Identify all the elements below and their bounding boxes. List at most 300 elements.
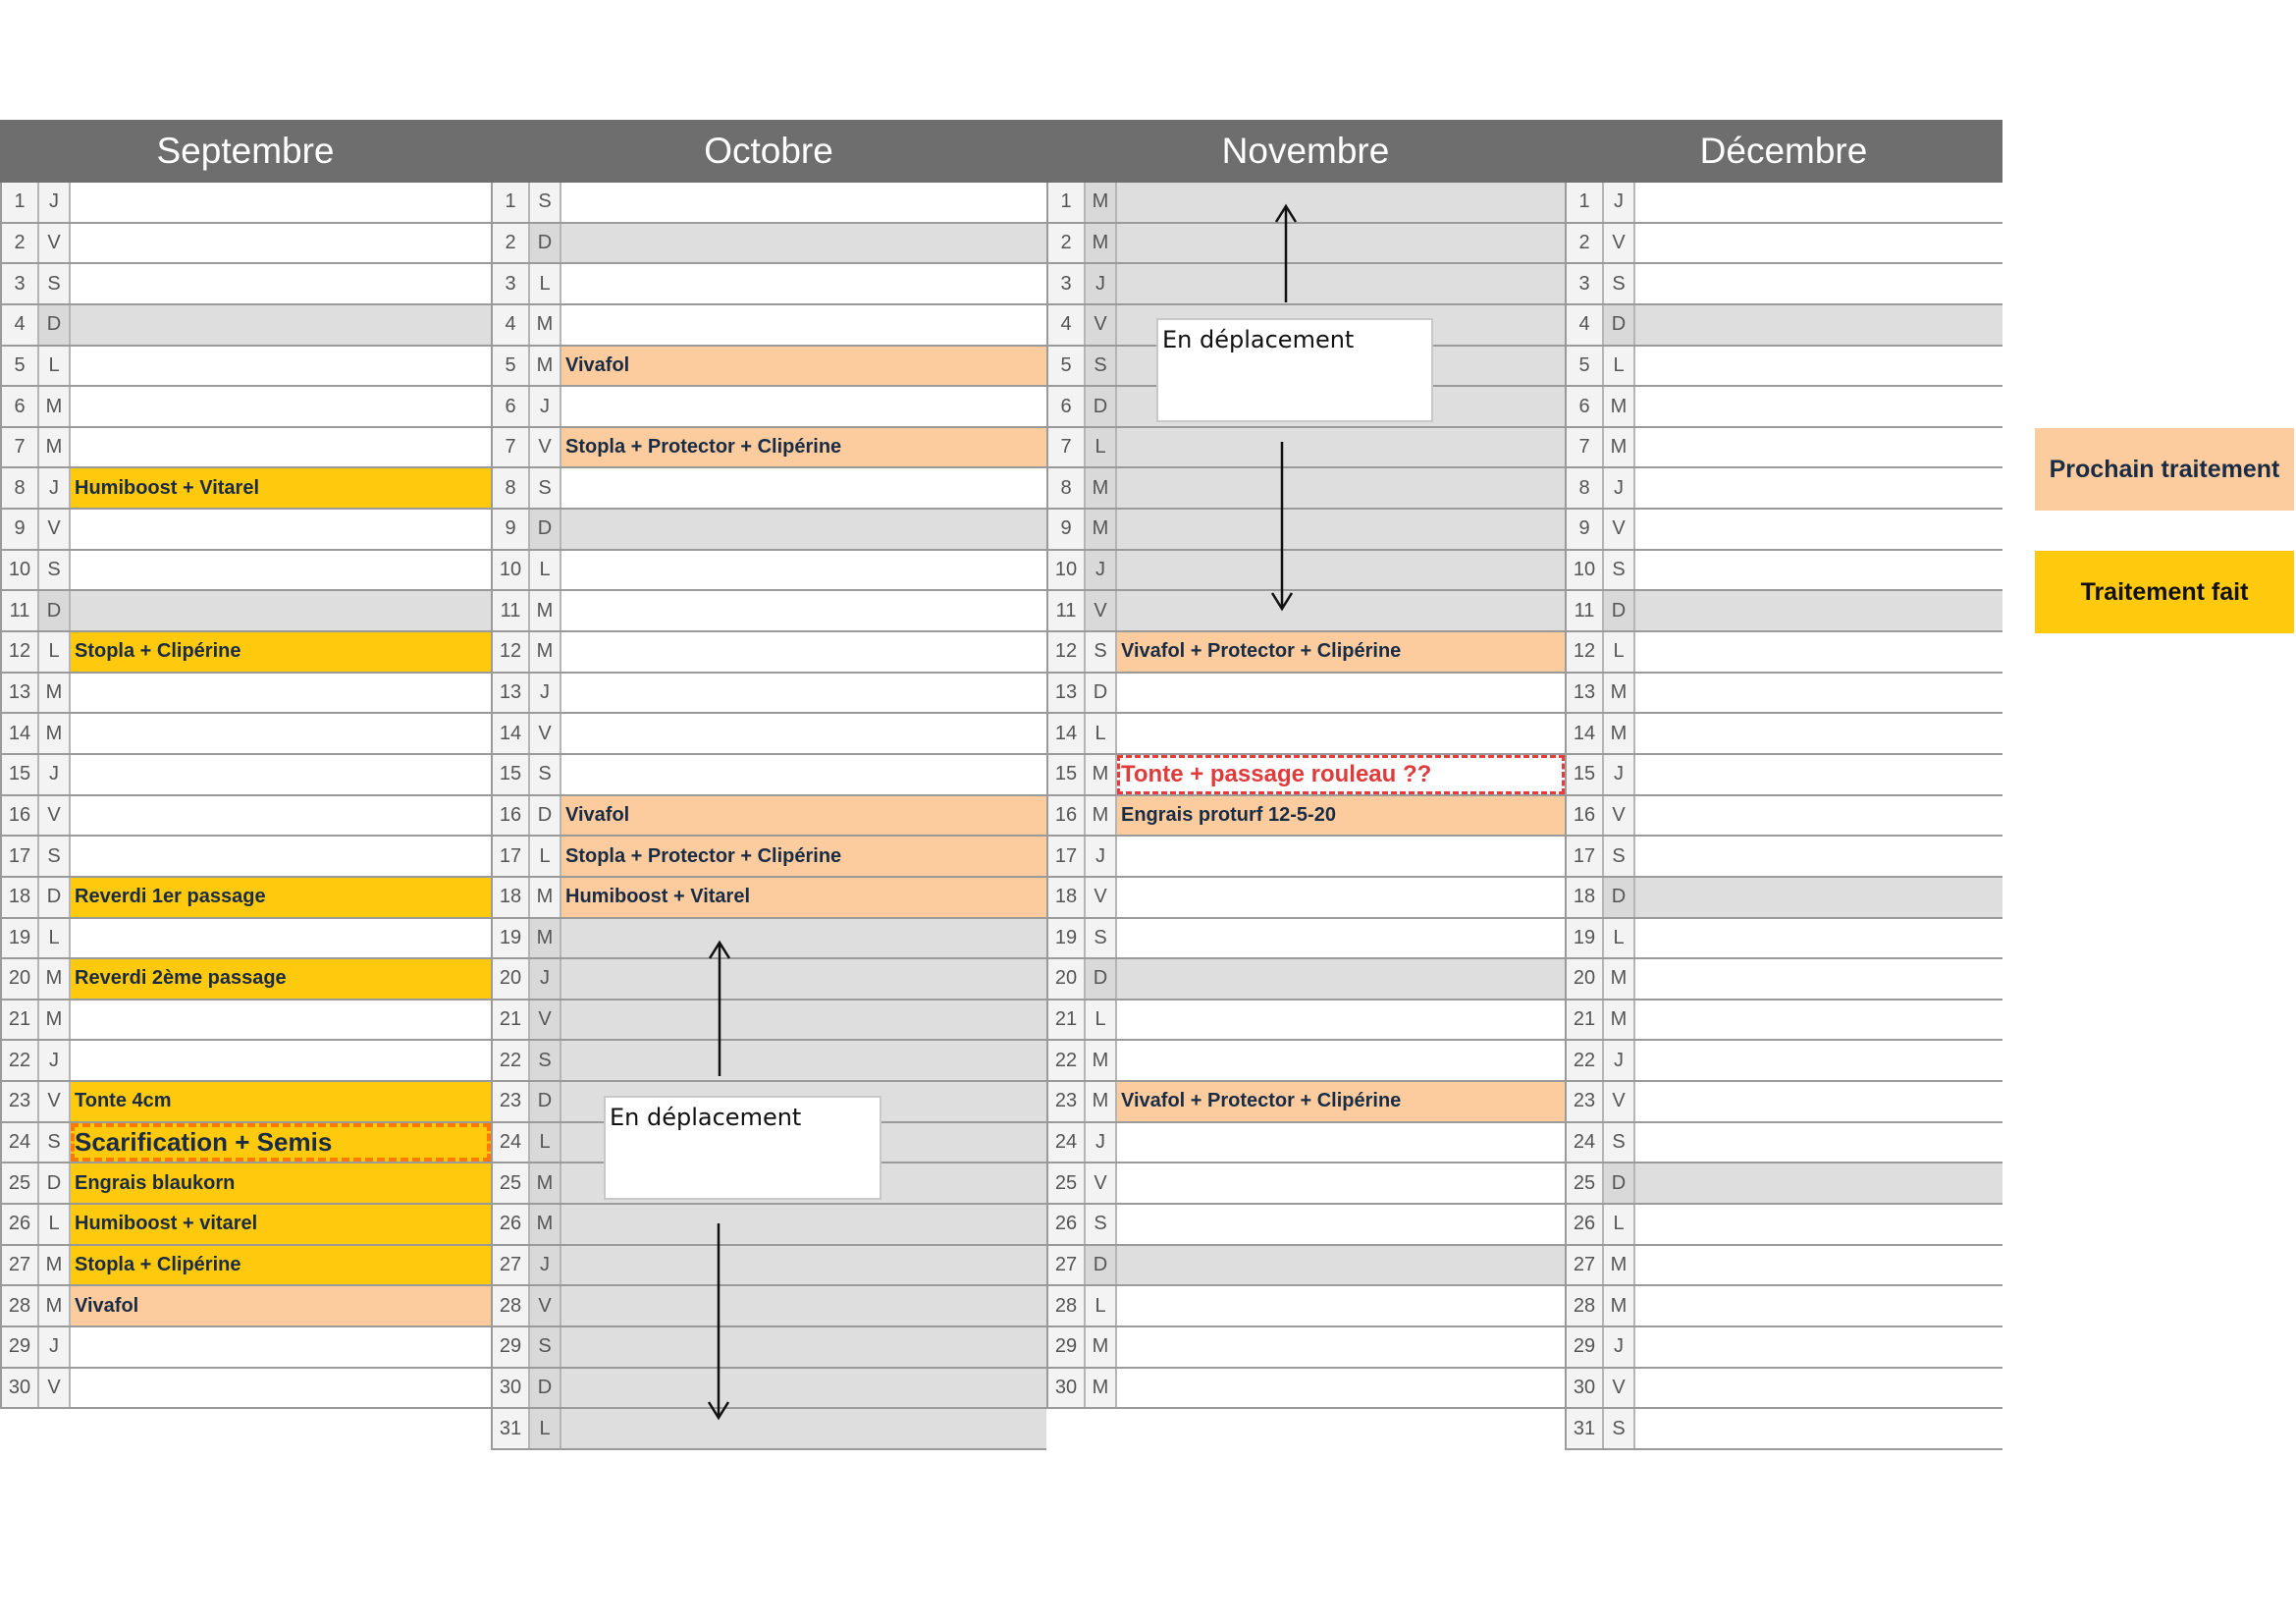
day-row[interactable]	[491, 919, 1046, 960]
day-number: 8	[1048, 468, 1086, 508]
day-event-cell[interactable]	[1117, 183, 1565, 222]
day-number: 24	[2, 1123, 39, 1163]
day-event-cell[interactable]	[1635, 919, 2002, 958]
day-event-cell[interactable]	[1117, 1286, 1565, 1325]
day-event-cell[interactable]	[561, 959, 1046, 999]
day-event-cell[interactable]	[1117, 1246, 1565, 1285]
day-row[interactable]	[491, 183, 1046, 224]
day-row[interactable]	[1046, 796, 1565, 838]
day-row[interactable]	[1565, 919, 2002, 960]
day-row[interactable]	[491, 1369, 1046, 1410]
day-row[interactable]	[0, 714, 491, 755]
day-row[interactable]	[0, 387, 491, 428]
day-letter: V	[39, 1082, 71, 1121]
day-letter: V	[1086, 878, 1117, 917]
day-row[interactable]	[0, 591, 491, 632]
day-event-cell[interactable]	[71, 591, 491, 630]
day-row[interactable]	[491, 796, 1046, 838]
day-number: 21	[493, 1001, 530, 1040]
day-letter: M	[1086, 755, 1117, 794]
day-event-cell[interactable]: Stopla + Protector + Clipérine	[561, 428, 1046, 467]
day-event-cell[interactable]	[1635, 878, 2002, 917]
day-event-cell[interactable]	[561, 264, 1046, 303]
day-event-cell[interactable]	[71, 428, 491, 467]
day-row[interactable]	[1046, 632, 1565, 674]
day-row[interactable]	[1046, 674, 1565, 715]
day-row[interactable]	[1565, 347, 2002, 388]
day-event-cell[interactable]	[1117, 674, 1565, 713]
day-number: 15	[493, 755, 530, 794]
day-letter: S	[530, 755, 561, 794]
day-row[interactable]	[0, 1001, 491, 1042]
day-row[interactable]	[491, 1205, 1046, 1246]
day-event-cell[interactable]	[71, 1041, 491, 1080]
day-row[interactable]	[0, 428, 491, 469]
day-event-cell[interactable]	[71, 755, 491, 794]
day-event-cell[interactable]: Vivafol + Protector + Clipérine	[1117, 632, 1565, 672]
day-event-cell[interactable]	[561, 224, 1046, 263]
day-number: 29	[493, 1327, 530, 1367]
day-number: 22	[493, 1041, 530, 1080]
day-event-cell[interactable]	[71, 919, 491, 958]
day-row[interactable]	[1046, 510, 1565, 551]
day-event-cell[interactable]	[71, 224, 491, 263]
day-row[interactable]	[1046, 1163, 1565, 1205]
month-header: Décembre	[1565, 120, 2002, 183]
month-column	[0, 120, 491, 1409]
absence-note-novembre	[1156, 318, 1433, 422]
day-number: 27	[1048, 1246, 1086, 1285]
day-event-cell[interactable]: Humiboost + Vitarel	[561, 878, 1046, 917]
day-number: 3	[1567, 264, 1604, 303]
day-row[interactable]	[1046, 1369, 1565, 1410]
day-event-cell[interactable]	[561, 919, 1046, 958]
day-event-cell[interactable]	[1635, 755, 2002, 794]
day-event-cell[interactable]	[561, 591, 1046, 630]
day-event-cell[interactable]	[1635, 468, 2002, 508]
day-event-cell[interactable]	[561, 1369, 1046, 1408]
day-row[interactable]	[1565, 305, 2002, 347]
day-row[interactable]	[0, 959, 491, 1001]
day-letter: J	[1086, 264, 1117, 303]
day-event-cell[interactable]: Tonte 4cm	[71, 1082, 491, 1121]
day-letter: J	[1086, 1123, 1117, 1163]
day-row[interactable]	[1565, 428, 2002, 469]
day-number: 21	[1048, 1001, 1086, 1040]
day-row[interactable]	[1046, 837, 1565, 878]
day-row[interactable]	[491, 674, 1046, 715]
day-number: 21	[1567, 1001, 1604, 1040]
day-event-cell[interactable]	[1635, 510, 2002, 549]
day-event-cell[interactable]	[71, 183, 491, 222]
day-row[interactable]	[1565, 1327, 2002, 1369]
day-event-cell[interactable]	[1117, 878, 1565, 917]
day-event-cell[interactable]	[1635, 1082, 2002, 1121]
day-event-cell[interactable]	[71, 1001, 491, 1040]
day-event-cell[interactable]	[1635, 674, 2002, 713]
day-event-cell[interactable]	[71, 305, 491, 345]
day-event-cell[interactable]	[1117, 714, 1565, 753]
day-event-cell[interactable]	[1635, 1205, 2002, 1244]
day-row[interactable]	[0, 347, 491, 388]
month-column	[1565, 120, 2002, 1450]
day-row[interactable]	[491, 468, 1046, 510]
day-row[interactable]	[0, 1163, 491, 1205]
day-row[interactable]	[491, 510, 1046, 551]
day-event-cell[interactable]	[71, 837, 491, 876]
day-event-cell[interactable]: Vivafol	[561, 796, 1046, 836]
day-number: 13	[2, 674, 39, 713]
day-row[interactable]	[491, 347, 1046, 388]
day-letter: D	[1604, 878, 1635, 917]
day-event-cell[interactable]	[561, 551, 1046, 590]
day-row[interactable]	[1565, 674, 2002, 715]
day-letter: M	[530, 1163, 561, 1203]
day-row[interactable]	[1565, 468, 2002, 510]
day-number: 12	[1567, 632, 1604, 672]
month-header: Novembre	[1046, 120, 1565, 183]
day-event-cell[interactable]: Tonte + passage rouleau ??	[1117, 755, 1565, 794]
day-event-cell[interactable]: Scarification + Semis	[71, 1123, 491, 1163]
day-event-cell[interactable]	[1635, 1409, 2002, 1448]
day-number: 17	[1048, 837, 1086, 876]
day-event-cell[interactable]	[1117, 428, 1565, 467]
day-event-cell[interactable]: Engrais blaukorn	[71, 1163, 491, 1203]
day-event-cell[interactable]: Vivafol + Protector + Clipérine	[1117, 1082, 1565, 1121]
day-event-cell[interactable]	[561, 1286, 1046, 1325]
day-row[interactable]	[491, 1001, 1046, 1042]
day-row[interactable]	[491, 1327, 1046, 1369]
day-event-cell[interactable]	[561, 468, 1046, 508]
day-row[interactable]	[491, 632, 1046, 674]
day-row[interactable]	[1565, 1041, 2002, 1082]
day-event-cell[interactable]	[1635, 796, 2002, 836]
day-number: 26	[493, 1205, 530, 1244]
day-row[interactable]	[0, 1123, 491, 1164]
day-event-cell[interactable]	[1117, 224, 1565, 263]
day-event-cell[interactable]	[1635, 224, 2002, 263]
day-event-cell[interactable]	[1117, 551, 1565, 590]
day-event-cell[interactable]: Stopla + Protector + Clipérine	[561, 837, 1046, 876]
day-letter: L	[39, 347, 71, 386]
day-event-cell[interactable]	[71, 551, 491, 590]
day-row[interactable]	[1046, 714, 1565, 755]
day-event-cell[interactable]	[1117, 919, 1565, 958]
day-row[interactable]	[491, 305, 1046, 347]
day-event-cell[interactable]	[561, 632, 1046, 672]
day-number: 4	[493, 305, 530, 345]
day-event-cell[interactable]	[1117, 837, 1565, 876]
day-event-cell[interactable]	[1117, 959, 1565, 999]
day-row[interactable]	[1046, 878, 1565, 919]
day-event-cell[interactable]	[1117, 1163, 1565, 1203]
day-row[interactable]	[1046, 264, 1565, 305]
day-row[interactable]	[491, 224, 1046, 265]
day-row[interactable]	[491, 755, 1046, 796]
day-number: 7	[2, 428, 39, 467]
day-row[interactable]	[1046, 1205, 1565, 1246]
day-row[interactable]	[1046, 428, 1565, 469]
day-letter: D	[530, 1082, 561, 1121]
day-row[interactable]	[1565, 1001, 2002, 1042]
day-letter: M	[39, 1246, 71, 1285]
day-row[interactable]	[0, 510, 491, 551]
day-row[interactable]	[0, 674, 491, 715]
day-row[interactable]	[1046, 959, 1565, 1001]
day-row[interactable]	[0, 837, 491, 878]
day-row[interactable]	[1046, 591, 1565, 632]
day-event-cell[interactable]	[1635, 428, 2002, 467]
day-event-cell[interactable]	[1635, 305, 2002, 345]
day-number: 27	[1567, 1246, 1604, 1285]
day-event-cell[interactable]	[1117, 1205, 1565, 1244]
day-event-cell[interactable]	[71, 796, 491, 836]
day-letter: S	[1604, 837, 1635, 876]
day-number: 14	[2, 714, 39, 753]
day-row[interactable]	[1565, 837, 2002, 878]
day-number: 18	[1048, 878, 1086, 917]
day-number: 4	[1048, 305, 1086, 345]
day-row[interactable]	[1565, 1205, 2002, 1246]
day-event-cell[interactable]	[1117, 1123, 1565, 1163]
day-row[interactable]	[1046, 1286, 1565, 1327]
day-row[interactable]	[1046, 1246, 1565, 1287]
day-row[interactable]	[491, 837, 1046, 878]
day-number: 4	[1567, 305, 1604, 345]
day-event-cell[interactable]	[71, 674, 491, 713]
day-event-cell[interactable]	[1635, 387, 2002, 426]
day-number: 7	[1567, 428, 1604, 467]
day-row[interactable]	[0, 796, 491, 838]
day-row[interactable]	[491, 714, 1046, 755]
day-number: 17	[1567, 837, 1604, 876]
day-row[interactable]	[0, 1082, 491, 1123]
day-row[interactable]	[491, 1246, 1046, 1287]
day-row[interactable]	[491, 264, 1046, 305]
day-event-cell[interactable]	[71, 714, 491, 753]
day-row[interactable]	[1565, 1163, 2002, 1205]
day-event-cell[interactable]	[1635, 837, 2002, 876]
day-event-cell[interactable]	[561, 674, 1046, 713]
day-event-cell[interactable]	[1635, 632, 2002, 672]
day-event-cell[interactable]	[561, 1409, 1046, 1448]
day-event-cell[interactable]	[1635, 183, 2002, 222]
day-row[interactable]	[1046, 1123, 1565, 1164]
day-letter: M	[530, 1205, 561, 1244]
day-row[interactable]	[0, 264, 491, 305]
day-row[interactable]	[1565, 1369, 2002, 1410]
day-event-cell[interactable]	[71, 1369, 491, 1408]
day-row[interactable]	[1046, 224, 1565, 265]
day-row[interactable]	[0, 1205, 491, 1246]
day-event-cell[interactable]	[1635, 1286, 2002, 1325]
day-event-cell[interactable]	[1117, 1369, 1565, 1408]
day-row[interactable]	[1565, 1082, 2002, 1123]
day-event-cell[interactable]	[561, 1001, 1046, 1040]
day-row[interactable]	[1565, 1286, 2002, 1327]
day-row[interactable]	[491, 387, 1046, 428]
day-letter: L	[39, 919, 71, 958]
day-row[interactable]	[491, 959, 1046, 1001]
day-row[interactable]	[1046, 919, 1565, 960]
day-event-cell[interactable]	[561, 510, 1046, 549]
day-row[interactable]	[0, 224, 491, 265]
day-number: 6	[493, 387, 530, 426]
day-row[interactable]	[1565, 959, 2002, 1001]
day-event-cell[interactable]: Stopla + Clipérine	[71, 632, 491, 672]
day-number: 10	[1048, 551, 1086, 590]
day-row[interactable]	[491, 1041, 1046, 1082]
day-event-cell[interactable]	[561, 755, 1046, 794]
day-number: 10	[1567, 551, 1604, 590]
day-row[interactable]	[1565, 632, 2002, 674]
day-event-cell[interactable]	[1635, 1123, 2002, 1163]
day-event-cell[interactable]	[1117, 1041, 1565, 1080]
day-number: 8	[1567, 468, 1604, 508]
day-number: 12	[1048, 632, 1086, 672]
day-letter: M	[39, 428, 71, 467]
day-row[interactable]	[1565, 878, 2002, 919]
day-row[interactable]	[0, 878, 491, 919]
day-event-cell[interactable]: Vivafol	[71, 1286, 491, 1325]
day-row[interactable]	[0, 468, 491, 510]
day-row[interactable]	[1565, 1246, 2002, 1287]
day-row[interactable]	[0, 1369, 491, 1410]
day-row[interactable]	[1565, 796, 2002, 838]
day-row[interactable]	[1046, 468, 1565, 510]
day-row[interactable]	[491, 1409, 1046, 1450]
day-event-cell[interactable]: Humiboost + vitarel	[71, 1205, 491, 1244]
day-event-cell[interactable]	[1117, 264, 1565, 303]
day-event-cell[interactable]	[561, 714, 1046, 753]
day-row[interactable]	[1565, 591, 2002, 632]
day-event-cell[interactable]	[1635, 591, 2002, 630]
day-event-cell[interactable]	[1635, 1327, 2002, 1367]
day-row[interactable]	[491, 878, 1046, 919]
day-letter: S	[1086, 1205, 1117, 1244]
month-column	[491, 120, 1046, 1450]
day-number: 20	[1567, 959, 1604, 999]
day-number: 30	[2, 1369, 39, 1408]
day-row[interactable]	[1565, 510, 2002, 551]
day-number: 19	[2, 919, 39, 958]
day-row[interactable]	[0, 1041, 491, 1082]
day-row[interactable]	[1565, 224, 2002, 265]
day-event-cell[interactable]	[561, 1246, 1046, 1285]
day-row[interactable]	[1565, 714, 2002, 755]
day-number: 25	[1567, 1163, 1604, 1203]
day-number: 23	[1567, 1082, 1604, 1121]
day-event-cell[interactable]: Stopla + Clipérine	[71, 1246, 491, 1285]
day-event-cell[interactable]	[1635, 1041, 2002, 1080]
day-row[interactable]	[1565, 1123, 2002, 1164]
day-row[interactable]	[491, 591, 1046, 632]
day-event-cell[interactable]	[1635, 1369, 2002, 1408]
day-letter: D	[1604, 1163, 1635, 1203]
day-event-cell[interactable]: Engrais proturf 12-5-20	[1117, 796, 1565, 836]
day-row[interactable]	[491, 1286, 1046, 1327]
day-row[interactable]	[1046, 1041, 1565, 1082]
day-letter: M	[530, 305, 561, 345]
day-row[interactable]	[491, 428, 1046, 469]
day-event-cell[interactable]	[561, 1205, 1046, 1244]
day-row[interactable]	[1565, 387, 2002, 428]
day-row[interactable]	[0, 1286, 491, 1327]
day-row[interactable]	[1565, 264, 2002, 305]
day-row[interactable]	[1565, 551, 2002, 592]
day-event-cell[interactable]	[561, 1327, 1046, 1367]
day-event-cell[interactable]	[71, 347, 491, 386]
day-event-cell[interactable]	[1117, 468, 1565, 508]
day-row[interactable]	[1046, 1082, 1565, 1123]
day-number: 2	[1048, 224, 1086, 263]
day-event-cell[interactable]	[561, 1041, 1046, 1080]
day-row[interactable]	[0, 919, 491, 960]
day-row[interactable]	[0, 305, 491, 347]
day-event-cell[interactable]	[561, 183, 1046, 222]
day-event-cell[interactable]	[71, 510, 491, 549]
day-event-cell[interactable]	[1117, 1327, 1565, 1367]
day-event-cell[interactable]: Reverdi 1er passage	[71, 878, 491, 917]
day-row[interactable]	[491, 551, 1046, 592]
day-number: 27	[2, 1246, 39, 1285]
day-row[interactable]	[1565, 183, 2002, 224]
day-row[interactable]	[1046, 1001, 1565, 1042]
day-event-cell[interactable]: Vivafol	[561, 347, 1046, 386]
day-letter: J	[39, 1041, 71, 1080]
day-row[interactable]	[1565, 1409, 2002, 1450]
day-event-cell[interactable]	[1635, 264, 2002, 303]
day-letter: J	[39, 1327, 71, 1367]
day-number: 4	[2, 305, 39, 345]
day-event-cell[interactable]	[1635, 714, 2002, 753]
day-event-cell[interactable]	[561, 305, 1046, 345]
day-number: 18	[2, 878, 39, 917]
day-event-cell[interactable]	[1117, 510, 1565, 549]
day-event-cell[interactable]	[1635, 1001, 2002, 1040]
day-row[interactable]	[0, 183, 491, 224]
day-event-cell[interactable]	[1635, 347, 2002, 386]
day-row[interactable]	[0, 551, 491, 592]
day-letter: M	[1086, 510, 1117, 549]
day-event-cell[interactable]	[561, 387, 1046, 426]
day-row[interactable]	[0, 632, 491, 674]
day-event-cell[interactable]	[1117, 591, 1565, 630]
day-letter: D	[1086, 1246, 1117, 1285]
day-event-cell[interactable]	[1635, 1246, 2002, 1285]
day-number: 1	[1567, 183, 1604, 222]
day-row[interactable]	[1046, 755, 1565, 796]
day-row[interactable]	[0, 1246, 491, 1287]
day-event-cell[interactable]	[1635, 959, 2002, 999]
day-row[interactable]	[1046, 183, 1565, 224]
day-row[interactable]	[0, 755, 491, 796]
day-number: 18	[493, 878, 530, 917]
day-event-cell[interactable]	[1635, 1163, 2002, 1203]
day-event-cell[interactable]	[71, 264, 491, 303]
day-event-cell[interactable]	[71, 1327, 491, 1367]
day-row[interactable]	[1046, 1327, 1565, 1369]
day-event-cell[interactable]: Reverdi 2ème passage	[71, 959, 491, 999]
day-event-cell[interactable]	[71, 387, 491, 426]
day-event-cell[interactable]	[1635, 551, 2002, 590]
day-letter: J	[39, 468, 71, 508]
day-row[interactable]	[1046, 551, 1565, 592]
day-row[interactable]	[1565, 755, 2002, 796]
day-row[interactable]	[0, 1327, 491, 1369]
day-event-cell[interactable]: Humiboost + Vitarel	[71, 468, 491, 508]
day-event-cell[interactable]	[1117, 1001, 1565, 1040]
